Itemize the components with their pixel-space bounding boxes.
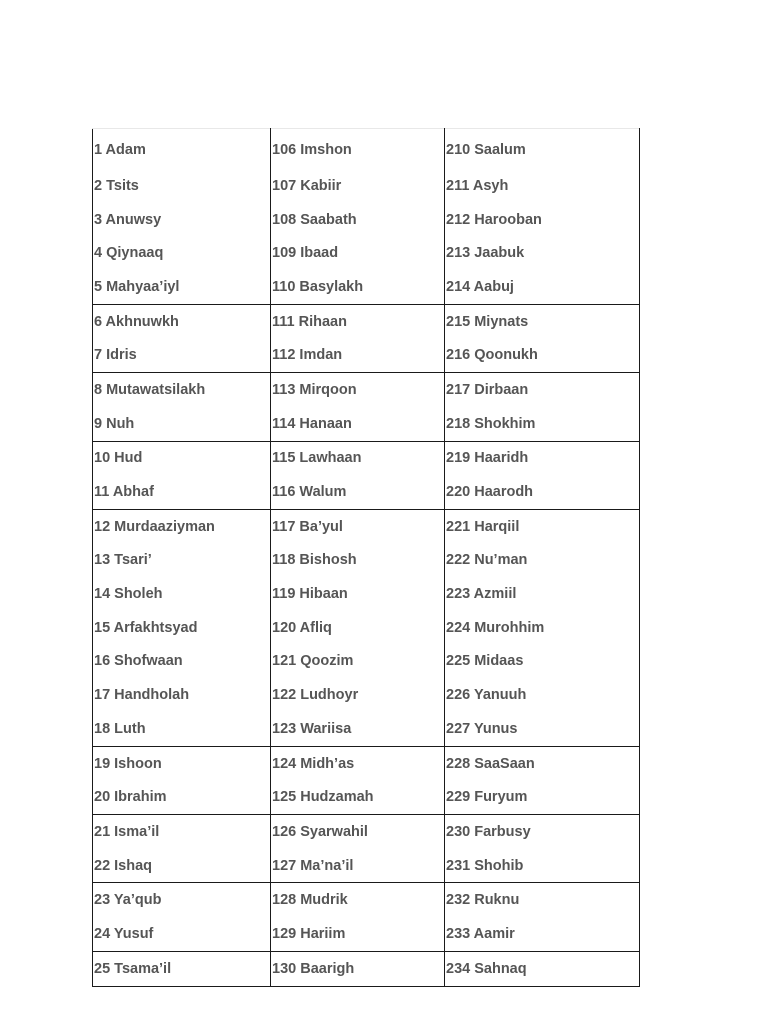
table-row (93, 815, 640, 849)
table-cell: 232 Ruknu (445, 883, 640, 917)
table-cell: 18 Luth (93, 712, 271, 746)
table-row (93, 236, 640, 270)
table-cell: 1 Adam (93, 129, 271, 170)
table-cell: 126 Syarwahil (271, 815, 445, 849)
table-cell: 219 Haaridh (445, 441, 640, 475)
table-cell: 130 Baarigh (271, 951, 445, 986)
table-cell: 115 Lawhaan (271, 441, 445, 475)
table-cell: 123 Wariisa (271, 712, 445, 746)
table-cell: 8 Mutawatsilakh (93, 373, 271, 407)
table-cell: 220 Haarodh (445, 475, 640, 509)
table-cell: 116 Walum (271, 475, 445, 509)
table-cell: 19 Ishoon (93, 746, 271, 780)
table-cell: 221 Harqiil (445, 509, 640, 543)
table-cell: 124 Midh’as (271, 746, 445, 780)
table-row (93, 441, 640, 475)
table-cell: 128 Mudrik (271, 883, 445, 917)
table-cell: 231 Shohib (445, 849, 640, 883)
table-cell: 225 Midaas (445, 645, 640, 679)
table-cell: 118 Bishosh (271, 544, 445, 578)
table-cell: 226 Yanuuh (445, 678, 640, 712)
table-cell: 216 Qoonukh (445, 338, 640, 372)
table-cell: 107 Kabiir (271, 169, 445, 203)
table-cell: 113 Mirqoon (271, 373, 445, 407)
table-row (93, 203, 640, 237)
table-cell: 6 Akhnuwkh (93, 304, 271, 338)
table-cell: 228 SaaSaan (445, 746, 640, 780)
table-cell: 213 Jaabuk (445, 236, 640, 270)
names-table-body (93, 129, 640, 987)
table-row (93, 304, 640, 338)
table-cell: 110 Basylakh (271, 270, 445, 304)
table-cell: 111 Rihaan (271, 304, 445, 338)
table-cell: 9 Nuh (93, 407, 271, 441)
table-cell: 224 Murohhim (445, 611, 640, 645)
table-cell: 109 Ibaad (271, 236, 445, 270)
table-cell: 218 Shokhim (445, 407, 640, 441)
table-row (93, 270, 640, 304)
table-row (93, 712, 640, 746)
table-cell: 122 Ludhoyr (271, 678, 445, 712)
table-row (93, 611, 640, 645)
table-cell: 230 Farbusy (445, 815, 640, 849)
table-cell: 13 Tsari’ (93, 544, 271, 578)
table-cell: 3 Anuwsy (93, 203, 271, 237)
table-cell: 108 Saabath (271, 203, 445, 237)
table-cell: 22 Ishaq (93, 849, 271, 883)
table-cell: 21 Isma’il (93, 815, 271, 849)
table-row (93, 577, 640, 611)
table-row (93, 338, 640, 372)
table-row (93, 780, 640, 814)
table-row (93, 917, 640, 951)
table-row (93, 678, 640, 712)
table-cell: 120 Afliq (271, 611, 445, 645)
table-cell: 24 Yusuf (93, 917, 271, 951)
table-cell: 214 Aabuj (445, 270, 640, 304)
table-cell: 117 Ba’yul (271, 509, 445, 543)
table-row (93, 544, 640, 578)
table-cell: 16 Shofwaan (93, 645, 271, 679)
table-row (93, 129, 640, 170)
table-cell: 114 Hanaan (271, 407, 445, 441)
names-table (92, 128, 640, 987)
table-cell: 229 Furyum (445, 780, 640, 814)
table-cell: 211 Asyh (445, 169, 640, 203)
table-cell: 210 Saalum (445, 129, 640, 170)
table-row (93, 475, 640, 509)
table-cell: 223 Azmiil (445, 577, 640, 611)
table-row (93, 645, 640, 679)
table-cell: 233 Aamir (445, 917, 640, 951)
table-cell: 222 Nu’man (445, 544, 640, 578)
table-cell: 2 Tsits (93, 169, 271, 203)
table-row (93, 509, 640, 543)
table-cell: 121 Qoozim (271, 645, 445, 679)
table-row (93, 951, 640, 986)
table-cell: 217 Dirbaan (445, 373, 640, 407)
table-cell: 215 Miynats (445, 304, 640, 338)
table-row (93, 883, 640, 917)
table-cell: 10 Hud (93, 441, 271, 475)
table-cell: 15 Arfakhtsyad (93, 611, 271, 645)
table-cell: 212 Harooban (445, 203, 640, 237)
table-cell: 106 Imshon (271, 129, 445, 170)
table-row (93, 849, 640, 883)
table-cell: 17 Handholah (93, 678, 271, 712)
table-cell: 125 Hudzamah (271, 780, 445, 814)
table-cell: 7 Idris (93, 338, 271, 372)
table-row (93, 373, 640, 407)
table-cell: 127 Ma’na’il (271, 849, 445, 883)
table-cell: 234 Sahnaq (445, 951, 640, 986)
table-cell: 23 Ya’qub (93, 883, 271, 917)
table-cell: 25 Tsama’il (93, 951, 271, 986)
table-cell: 14 Sholeh (93, 577, 271, 611)
table-row (93, 746, 640, 780)
table-cell: 227 Yunus (445, 712, 640, 746)
table-cell: 5 Mahyaa’iyl (93, 270, 271, 304)
table-cell: 4 Qiynaaq (93, 236, 271, 270)
table-cell: 129 Hariim (271, 917, 445, 951)
table-cell: 11 Abhaf (93, 475, 271, 509)
table-cell: 12 Murdaaziyman (93, 509, 271, 543)
table-cell: 112 Imdan (271, 338, 445, 372)
table-row (93, 407, 640, 441)
table-cell: 20 Ibrahim (93, 780, 271, 814)
table-cell: 119 Hibaan (271, 577, 445, 611)
table-row (93, 169, 640, 203)
